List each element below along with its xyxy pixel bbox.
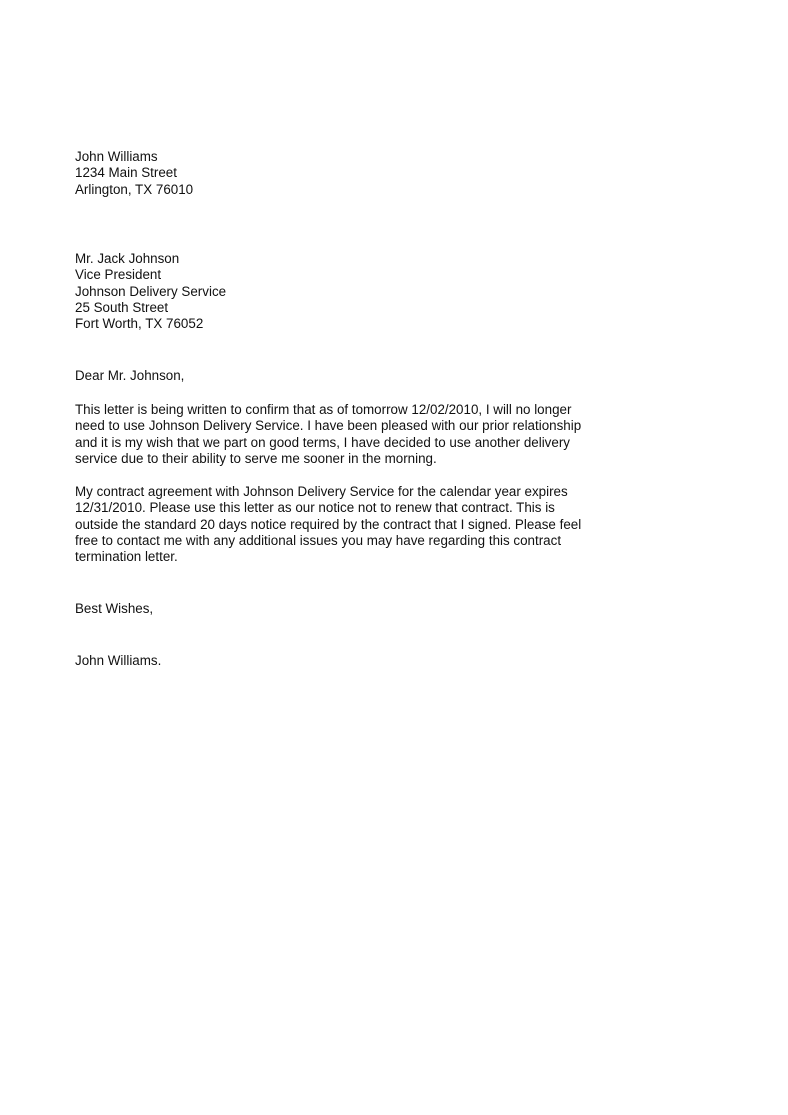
paragraph-line: outside the standard 20 days notice required by the contract that I signed. Please feel — [75, 516, 582, 532]
sender-name: John Williams — [75, 149, 158, 164]
sender-street: 1234 Main Street — [75, 165, 177, 181]
salutation — [75, 368, 615, 384]
recipient-title: Vice President — [75, 267, 162, 283]
recipient-city: Fort Worth, TX 76052 — [75, 316, 204, 332]
closing — [75, 601, 615, 617]
recipient-company: Johnson Delivery Service — [75, 283, 227, 299]
paragraph-line: termination letter. — [75, 549, 178, 565]
signature — [75, 653, 615, 669]
sender-city: Arlington, TX 76010 — [75, 181, 194, 197]
body-paragraph-1 — [75, 402, 615, 467]
paragraph-line: and it is my wish that we part on good terms, I have decided to use another delivery — [75, 434, 570, 450]
recipient-address — [75, 251, 615, 332]
paragraph-line: This letter is being written to confirm that as of tomorrow 12/02/2010, I will no longer — [75, 402, 572, 417]
recipient-name: Mr. Jack Johnson — [75, 251, 180, 266]
recipient-street: 25 South Street — [75, 299, 169, 315]
paragraph-line: service due to their ability to serve me sooner in the morning. — [75, 450, 437, 466]
salutation-text: Dear Mr. Johnson, — [75, 368, 185, 383]
paragraph-line: need to use Johnson Delivery Service. I have been pleased with our prior relationship — [75, 418, 582, 434]
closing-text: Best Wishes, — [75, 601, 154, 616]
signature-name: John Williams. — [75, 653, 162, 668]
sender-address — [75, 149, 615, 198]
paragraph-line: 12/31/2010. Please use this letter as our notice not to renew that contract. This is — [75, 500, 555, 516]
paragraph-line: My contract agreement with Johnson Delivery Service for the calendar year expires — [75, 484, 568, 499]
body-paragraph-2 — [75, 484, 615, 565]
paragraph-line: free to contact me with any additional issues you may have regarding this contract — [75, 532, 562, 548]
